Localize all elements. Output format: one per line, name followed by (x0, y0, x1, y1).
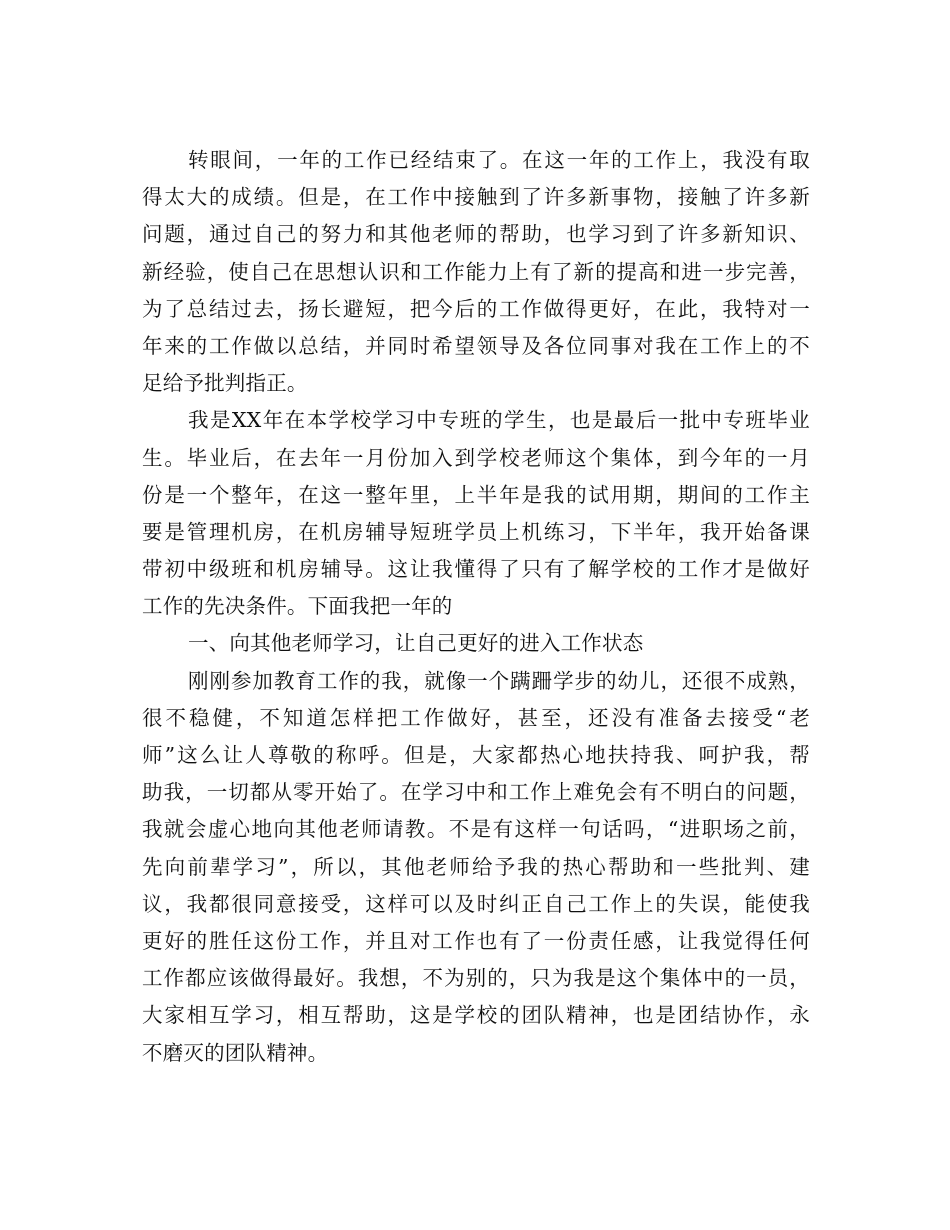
text-line: 师”这么让人尊敬的称呼。但是，大家都热心地扶持我、呵护我，帮 (142, 743, 810, 767)
text-line: 问题，通过自己的努力和其他老师的帮助，也学习到了许多新知识、 (142, 222, 810, 247)
text-line: 转眼间，一年的工作已经结束了。在这一年的工作上，我没有取 (188, 148, 810, 172)
text-line: 生。毕业后，在去年一月份加入到学校老师这个集体，到今年的一月 (142, 445, 810, 470)
text-line: 要是管理机房，在机房辅导短班学员上机练习，下半年，我开始备课 (142, 519, 810, 544)
text-line: 年来的工作做以总结，并同时希望领导及各位同事对我在工作上的不 (142, 333, 810, 358)
document-body (142, 142, 810, 1072)
text-line: 议，我都很同意接受，这样可以及时纠正自己工作上的失误，能使我 (142, 891, 810, 916)
text-line: 助我，一切都从零开始了。在学习中和工作上难免会有不明白的问题， (142, 780, 810, 805)
text-line: 很不稳健，不知道怎样把工作做好，甚至，还没有准备去接受“老 (142, 705, 810, 730)
text-line: 工作都应该做得最好。我想，不为别的，只为我是这个集体中的一员， (142, 966, 810, 991)
text-line: 新经验，使自己在思想认识和工作能力上有了新的提高和进一步完善， (142, 259, 810, 284)
text-line: 不磨灭的团队精神。 (142, 1040, 329, 1065)
text-line: 份是一个整年，在这一整年里，上半年是我的试用期，期间的工作主 (142, 482, 810, 507)
text-line: 先向前辈学习”，所以，其他老师给予我的热心帮助和一些批判、建 (142, 854, 810, 879)
text-line: 得太大的成绩。但是，在工作中接触到了许多新事物，接触了许多新 (142, 185, 810, 210)
text-line: 我就会虚心地向其他老师请教。不是有这样一句话吗，“进职场之前， (142, 817, 810, 842)
text-line: 刚刚参加教育工作的我，就像一个蹒跚学步的幼儿，还很不成熟， (188, 668, 810, 693)
text-line: 为了总结过去，扬长避短，把今后的工作做得更好，在此，我特对一 (142, 296, 810, 321)
text-line: 我是XX年在本学校学习中专班的学生，也是最后一批中专班毕业 (188, 408, 810, 433)
text-line: 大家相互学习，相互帮助，这是学校的团队精神，也是团结协作，永 (142, 1003, 810, 1028)
text-line: 更好的胜任这份工作，并且对工作也有了一份责任感，让我觉得任何 (142, 928, 810, 953)
text-line: 足给予批判指正。 (142, 371, 308, 396)
text-line: 一、向其他老师学习，让自己更好的进入工作状态 (188, 631, 644, 656)
text-line: 工作的先决条件。下面我把一年的 (142, 594, 453, 619)
text-line: 带初中级班和机房辅导。这让我懂得了只有了解学校的工作才是做好 (142, 557, 810, 582)
